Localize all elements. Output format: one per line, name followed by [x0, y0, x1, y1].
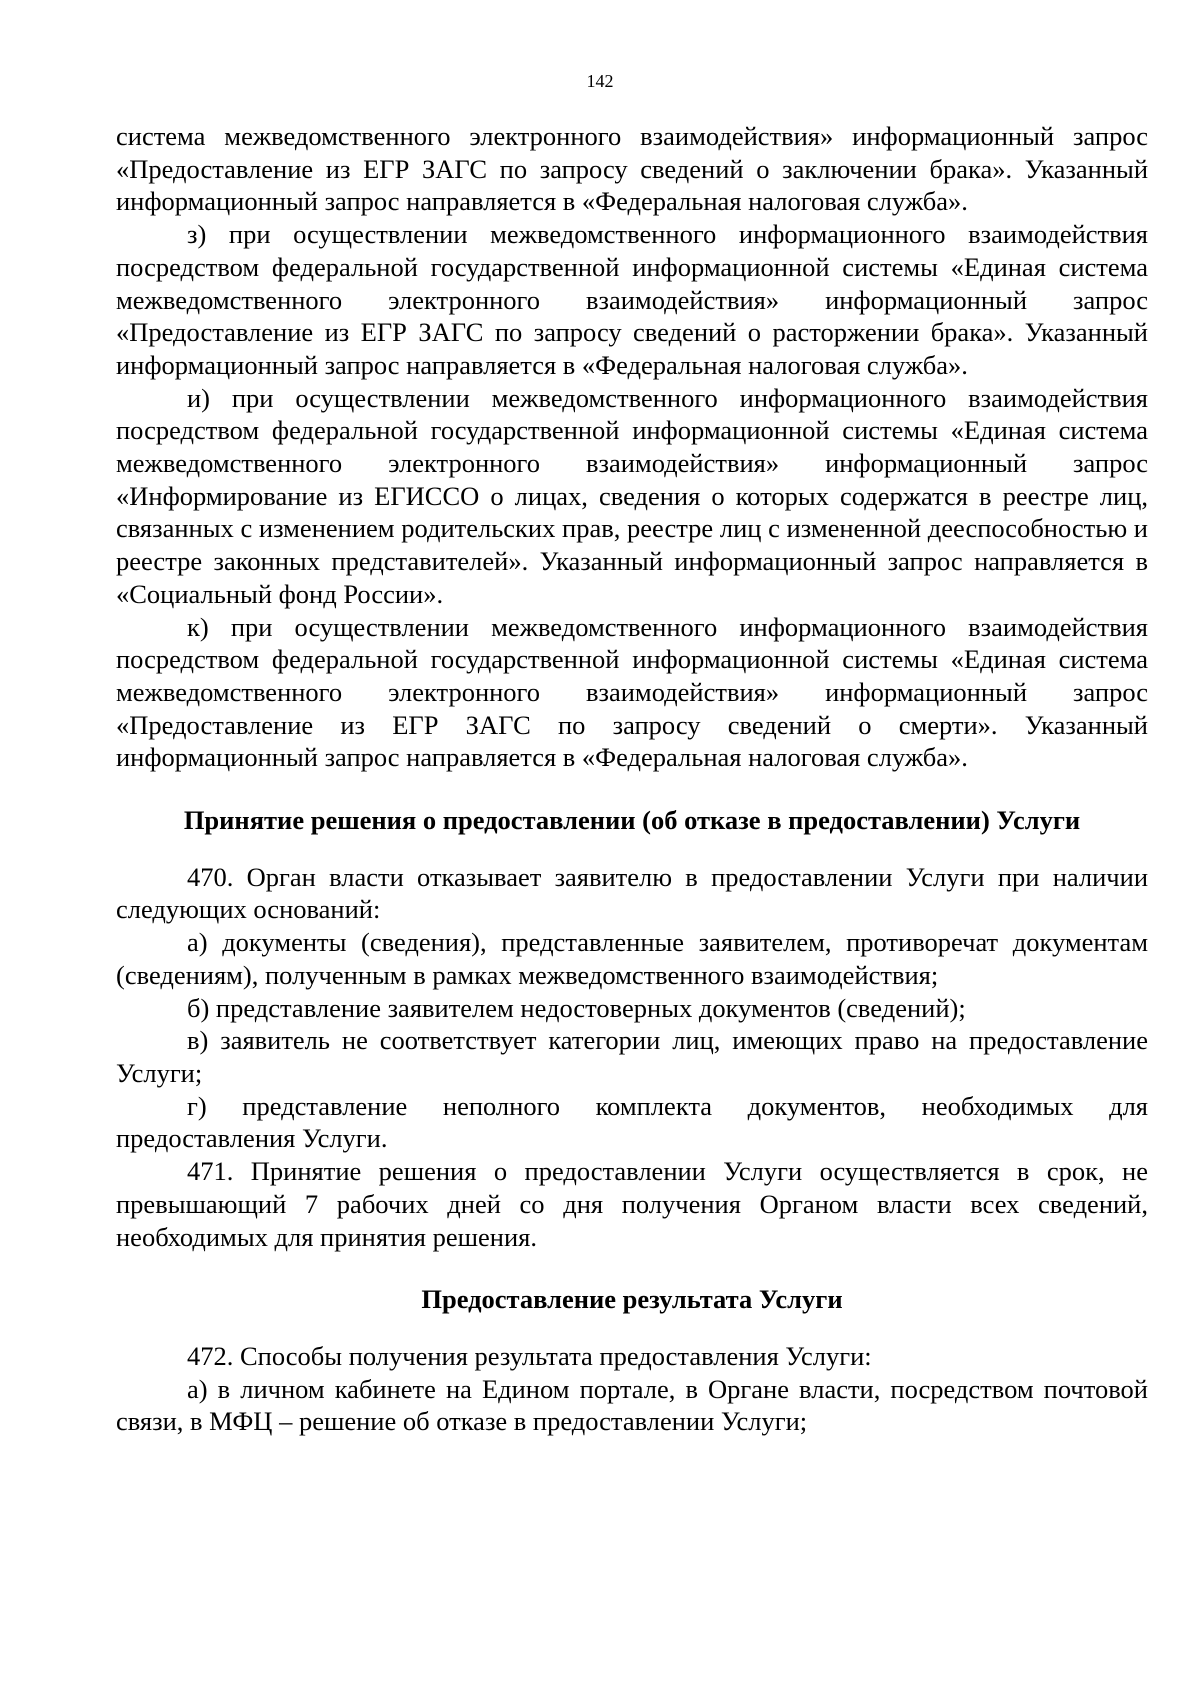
section-heading: Предоставление результата Услуги [421, 1284, 843, 1315]
spacer [116, 774, 1148, 804]
spacer [116, 1253, 1148, 1283]
paragraph: б) представление заявителем недостоверных документов (сведений); [187, 992, 966, 1023]
paragraph: в) заявитель не соответствует категории лиц, имеющих право на предоставление Услуги; [116, 1025, 1148, 1088]
spacer [116, 1316, 1148, 1340]
paragraph: и) при осуществлении межведомственного информационного взаимодействия посредством федеральной государственной информационной системы «Единая система межведомственного электронного взаимодействия» информационный запрос «Информирование из ЕГИССО о лицах, сведения о которых содержатся в реестре лиц, связанных с изменением родительских прав, реестре лиц с измененной дееспособностью и реестре законных представителей». Указанный информационный запрос направляется в «Социальный фонд России». [116, 382, 1148, 609]
spacer [116, 837, 1148, 861]
paragraph: к) при осуществлении межведомственного информационного взаимодействия посредством федеральной государственной информационной системы «Единая система межведомственного электронного взаимодействия» информационный запрос «Предоставление из ЕГР ЗАГС по запросу сведений о смерти». Указанный информационный запрос направляется в «Федеральная налоговая служба». [116, 611, 1148, 773]
section-heading: Принятие решения о предоставлении (об отказе в предоставлении) Услуги [183, 805, 1081, 836]
document-body [116, 120, 1148, 1438]
paragraph: 472. Способы получения результата предоставления Услуги: [187, 1340, 872, 1371]
paragraph: г) представление неполного комплекта документов, необходимых для предоставления Услуги. [116, 1090, 1148, 1154]
paragraph: система межведомственного электронного взаимодействия» информационный запрос «Предоставление из ЕГР ЗАГС по запросу сведений о заключении брака». Указанный информационный запрос направляется в «Федеральная налоговая служба». [116, 121, 1148, 217]
paragraph: 470. Орган власти отказывает заявителю в предоставлении Услуги при наличии следующих оснований: [116, 861, 1148, 925]
paragraph: 471. Принятие решения о предоставлении Услуги осуществляется в срок, не превышающий 7 рабочих дней со дня получения Органом власти всех сведений, необходимых для принятия решения. [116, 1156, 1148, 1252]
paragraph: а) в личном кабинете на Едином портале, в Органе власти, посредством почтовой связи, в МФЦ – решение об отказе в предоставлении Услуги; [116, 1373, 1148, 1437]
page-number: 142 [586, 71, 614, 91]
paragraph: з) при осуществлении межведомственного информационного взаимодействия посредством федеральной государственной информационной системы «Единая система межведомственного электронного взаимодействия» информационный запрос «Предоставление из ЕГР ЗАГС по запросу сведений о расторжении брака». Указанный информационный запрос направляется в «Федеральная налоговая служба». [116, 219, 1148, 380]
paragraph: а) документы (сведения), представленные заявителем, противоречат документам (сведениям), полученным в рамках межведомственного взаимодействия; [116, 927, 1148, 990]
